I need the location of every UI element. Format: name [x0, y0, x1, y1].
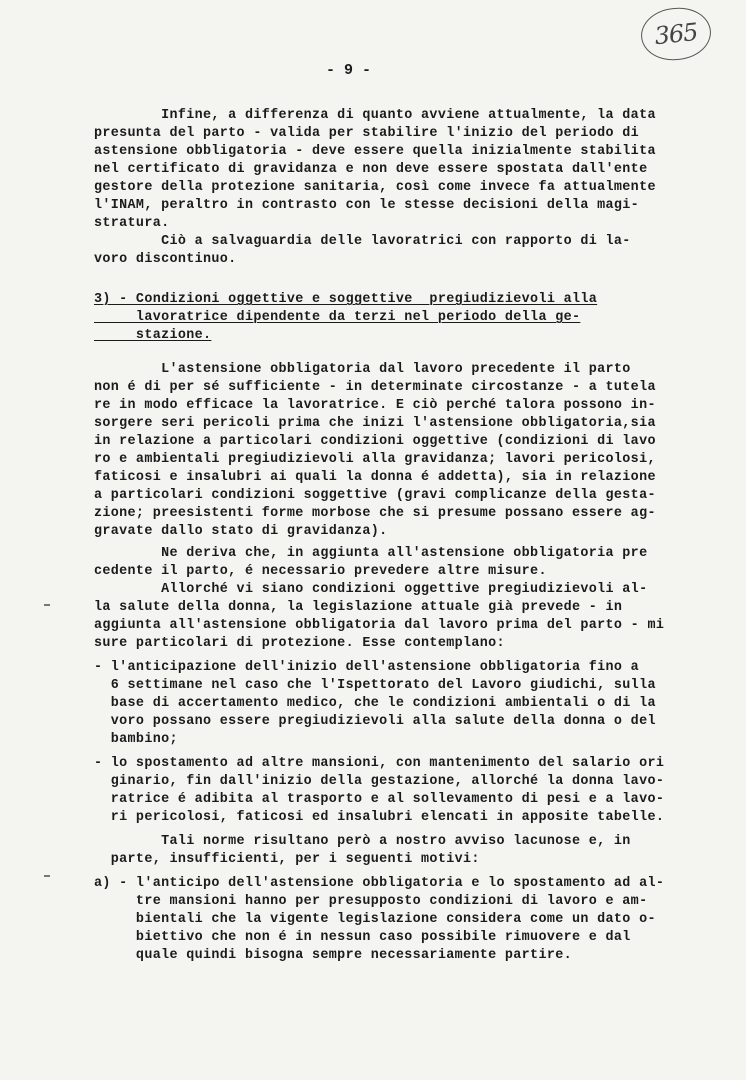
- list-item: ratrice é adibita al trasporto e al sollevamento di pesi e a lavo-: [94, 792, 665, 807]
- list-item: a) - l'anticipo dell'astensione obbligatoria e lo spostamento ad al-: [94, 876, 665, 891]
- text-line: ro e ambientali pregiudizievoli alla gravidanza; lavori pericolosi,: [94, 452, 656, 467]
- text-line: zione; preesistenti forme morbose che si presume possano essere ag-: [94, 506, 656, 521]
- text-line: faticosi e insalubri ai quali la donna é addetta), sia in relazione: [94, 470, 656, 485]
- text-line: presunta del parto - valida per stabilire l'inizio del periodo di: [94, 126, 640, 141]
- list-item: - l'anticipazione dell'inizio dell'astensione obbligatoria fino a: [94, 660, 640, 675]
- text-line: Ciò a salvaguardia delle lavoratrici con rapporto di la-: [94, 234, 631, 249]
- list-item: quale quindi bisogna sempre necessariamente partire.: [94, 948, 572, 963]
- section-heading: lavoratrice dipendente da terzi nel periodo della ge-: [94, 310, 581, 325]
- list-item: biettivo che non é in nessun caso possibile rimuovere e dal: [94, 930, 631, 945]
- list-item: bientali che la vigente legislazione considera come un dato o-: [94, 912, 656, 927]
- text-line: Ne deriva che, in aggiunta all'astensione obbligatoria pre: [94, 546, 648, 561]
- page-number: - 9 -: [326, 62, 372, 79]
- text-line: voro discontinuo.: [94, 252, 237, 267]
- list-item: bambino;: [94, 732, 178, 747]
- text-line: cedente il parto, é necessario prevedere altre misure.: [94, 564, 547, 579]
- text-line: Allorché vi siano condizioni oggettive pregiudizievoli al-: [94, 582, 648, 597]
- text-line: astensione obbligatoria - deve essere quella inizialmente stabilita: [94, 144, 656, 159]
- list-item: - lo spostamento ad altre mansioni, con mantenimento del salario ori: [94, 756, 665, 771]
- margin-mark: [44, 875, 50, 877]
- text-line: nel certificato di gravidanza e non deve essere spostata dall'ente: [94, 162, 648, 177]
- text-line: sorgere seri pericoli prima che inizi l'astensione obbligatoria,sia: [94, 416, 656, 431]
- text-line: L'astensione obbligatoria dal lavoro precedente il parto: [94, 362, 631, 377]
- list-item: voro possano essere pregiudizievoli alla salute della donna o del: [94, 714, 656, 729]
- text-line: gravate dallo stato di gravidanza).: [94, 524, 388, 539]
- page-stamp: 365: [638, 4, 713, 63]
- text-line: gestore della protezione sanitaria, così come invece fa attualmente: [94, 180, 656, 195]
- text-line: a particolari condizioni soggettive (gravi complicanze della gesta-: [94, 488, 656, 503]
- text-line: in relazione a particolari condizioni oggettive (condizioni di lavo: [94, 434, 656, 449]
- text-line: Tali norme risultano però a nostro avviso lacunose e, in: [94, 834, 631, 849]
- margin-mark: [44, 604, 50, 606]
- section-heading: stazione.: [94, 328, 212, 343]
- text-line: aggiunta all'astensione obbligatoria dal lavoro prima del parto - mi: [94, 618, 665, 633]
- list-item: ginario, fin dall'inizio della gestazione, allorché la donna lavo-: [94, 774, 665, 789]
- text-line: la salute della donna, la legislazione attuale già prevede - in: [94, 600, 623, 615]
- list-item: ri pericolosi, faticosi ed insalubri elencati in apposite tabelle.: [94, 810, 665, 825]
- text-line: non é di per sé sufficiente - in determinate circostanze - a tutela: [94, 380, 656, 395]
- text-line: l'INAM, peraltro in contrasto con le stesse decisioni della magi-: [94, 198, 640, 213]
- text-line: Infine, a differenza di quanto avviene attualmente, la data: [94, 108, 656, 123]
- text-line: re in modo efficace la lavoratrice. E ciò perché talora possono in-: [94, 398, 656, 413]
- text-line: stratura.: [94, 216, 170, 231]
- section-heading: 3) - Condizioni oggettive e soggettive pregiudizievoli alla: [94, 292, 598, 307]
- text-line: parte, insufficienti, per i seguenti motivi:: [94, 852, 480, 867]
- list-item: 6 settimane nel caso che l'Ispettorato del Lavoro giudichi, sulla: [94, 678, 656, 693]
- list-item: tre mansioni hanno per presupposto condizioni di lavoro e am-: [94, 894, 648, 909]
- list-item: base di accertamento medico, che le condizioni ambientali o di la: [94, 696, 656, 711]
- text-line: sure particolari di protezione. Esse contemplano:: [94, 636, 505, 651]
